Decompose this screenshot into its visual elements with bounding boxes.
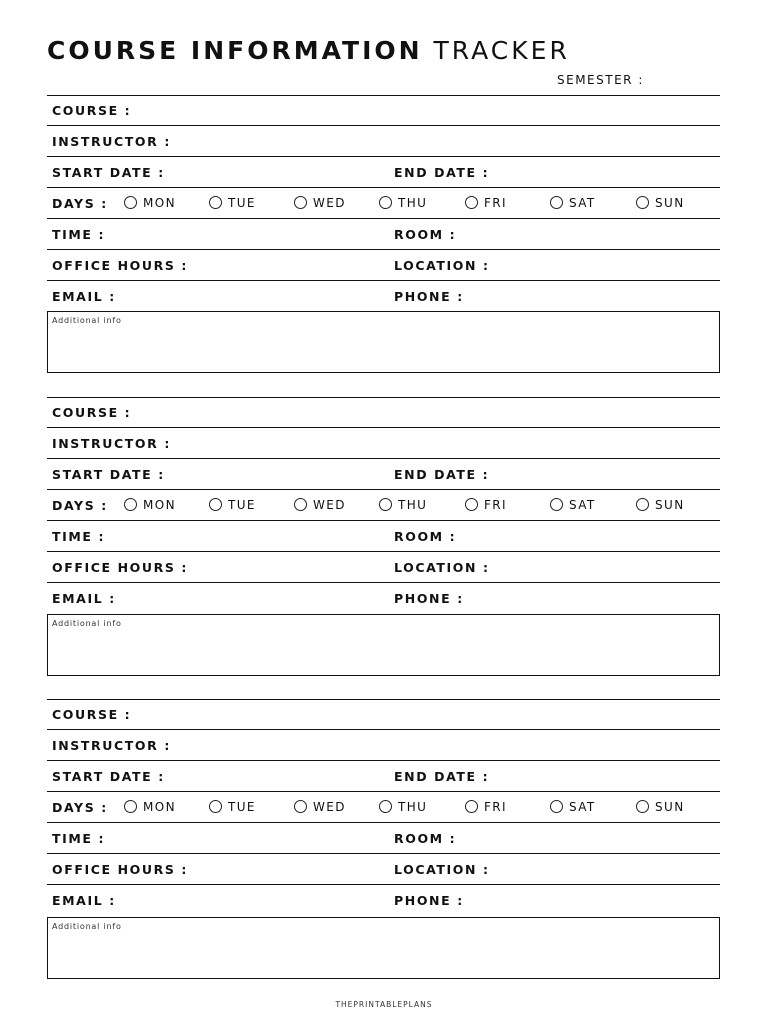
- radio-circle-icon[interactable]: [294, 800, 307, 813]
- day-option-fri[interactable]: [465, 498, 507, 512]
- radio-circle-icon[interactable]: [124, 498, 137, 511]
- dates-row[interactable]: [47, 761, 720, 792]
- office-hours-row[interactable]: [47, 552, 720, 583]
- days-row: [47, 792, 720, 823]
- email-row[interactable]: [47, 885, 720, 916]
- office-hours-label: OFFICE HOURS :: [52, 560, 189, 575]
- additional-info-box[interactable]: [47, 917, 720, 979]
- day-label: THU: [398, 800, 428, 814]
- day-label: WED: [313, 498, 346, 512]
- course-row[interactable]: [47, 397, 720, 428]
- radio-circle-icon[interactable]: [294, 196, 307, 209]
- additional-info-label: Additional info: [52, 922, 122, 931]
- day-option-tue[interactable]: [209, 498, 256, 512]
- day-option-thu[interactable]: [379, 800, 427, 814]
- footer-brand: THEPRINTABLEPLANS: [335, 1000, 433, 1009]
- radio-circle-icon[interactable]: [209, 196, 222, 209]
- radio-circle-icon[interactable]: [465, 800, 478, 813]
- day-option-sat[interactable]: [550, 196, 596, 210]
- radio-circle-icon[interactable]: [636, 498, 649, 511]
- days-row: [47, 490, 720, 521]
- day-label: WED: [313, 800, 346, 814]
- course-label: COURSE :: [52, 405, 132, 420]
- day-option-tue[interactable]: [209, 800, 256, 814]
- title-bold: COURSE INFORMATION: [47, 36, 423, 65]
- instructor-label: INSTRUCTOR :: [52, 134, 171, 149]
- day-label: TUE: [228, 800, 256, 814]
- day-option-sat[interactable]: [550, 498, 596, 512]
- office-hours-label: OFFICE HOURS :: [52, 862, 189, 877]
- day-label: FRI: [484, 498, 507, 512]
- day-label: TUE: [228, 498, 256, 512]
- office-hours-label: OFFICE HOURS :: [52, 258, 189, 273]
- radio-circle-icon[interactable]: [550, 498, 563, 511]
- start-date-label: START DATE :: [52, 769, 165, 784]
- phone-label: PHONE :: [394, 289, 464, 304]
- days-row: [47, 188, 720, 219]
- radio-circle-icon[interactable]: [550, 196, 563, 209]
- day-label: SUN: [655, 196, 685, 210]
- time-label: TIME :: [52, 831, 106, 846]
- day-option-sun[interactable]: [636, 800, 685, 814]
- semester-label: SEMESTER :: [557, 73, 644, 87]
- day-label: MON: [143, 498, 176, 512]
- email-row[interactable]: [47, 281, 720, 312]
- day-option-wed[interactable]: [294, 196, 346, 210]
- radio-circle-icon[interactable]: [379, 498, 392, 511]
- additional-info-label: Additional info: [52, 619, 122, 628]
- start-date-label: START DATE :: [52, 165, 165, 180]
- day-label: SAT: [569, 800, 596, 814]
- office-hours-row[interactable]: [47, 250, 720, 281]
- email-label: EMAIL :: [52, 893, 116, 908]
- time-label: TIME :: [52, 529, 106, 544]
- start-date-label: START DATE :: [52, 467, 165, 482]
- end-date-label: END DATE :: [394, 769, 490, 784]
- time-row[interactable]: [47, 219, 720, 250]
- day-label: THU: [398, 498, 428, 512]
- day-option-sun[interactable]: [636, 196, 685, 210]
- day-option-tue[interactable]: [209, 196, 256, 210]
- phone-label: PHONE :: [394, 591, 464, 606]
- radio-circle-icon[interactable]: [379, 196, 392, 209]
- page-title: [47, 36, 570, 65]
- day-label: MON: [143, 800, 176, 814]
- radio-circle-icon[interactable]: [209, 800, 222, 813]
- instructor-label: INSTRUCTOR :: [52, 738, 171, 753]
- day-option-wed[interactable]: [294, 498, 346, 512]
- location-label: LOCATION :: [394, 862, 490, 877]
- day-label: SAT: [569, 196, 596, 210]
- days-label: DAYS :: [52, 498, 108, 513]
- day-option-fri[interactable]: [465, 196, 507, 210]
- location-label: LOCATION :: [394, 560, 490, 575]
- day-label: SAT: [569, 498, 596, 512]
- radio-circle-icon[interactable]: [465, 498, 478, 511]
- room-label: ROOM :: [394, 529, 457, 544]
- end-date-label: END DATE :: [394, 467, 490, 482]
- day-label: THU: [398, 196, 428, 210]
- instructor-row[interactable]: [47, 428, 720, 459]
- days-label: DAYS :: [52, 800, 108, 815]
- additional-info-label: Additional info: [52, 316, 122, 325]
- phone-label: PHONE :: [394, 893, 464, 908]
- location-label: LOCATION :: [394, 258, 490, 273]
- email-label: EMAIL :: [52, 591, 116, 606]
- radio-circle-icon[interactable]: [209, 498, 222, 511]
- instructor-row[interactable]: [47, 730, 720, 761]
- day-option-sat[interactable]: [550, 800, 596, 814]
- day-label: SUN: [655, 498, 685, 512]
- instructor-row[interactable]: [47, 126, 720, 157]
- radio-circle-icon[interactable]: [465, 196, 478, 209]
- room-label: ROOM :: [394, 227, 457, 242]
- radio-circle-icon[interactable]: [636, 800, 649, 813]
- day-label: SUN: [655, 800, 685, 814]
- day-label: FRI: [484, 800, 507, 814]
- radio-circle-icon[interactable]: [379, 800, 392, 813]
- instructor-label: INSTRUCTOR :: [52, 436, 171, 451]
- dates-row[interactable]: [47, 459, 720, 490]
- day-option-mon[interactable]: [124, 196, 176, 210]
- day-option-thu[interactable]: [379, 498, 427, 512]
- day-option-mon[interactable]: [124, 498, 176, 512]
- course-row[interactable]: [47, 95, 720, 126]
- day-option-sun[interactable]: [636, 498, 685, 512]
- room-label: ROOM :: [394, 831, 457, 846]
- end-date-label: END DATE :: [394, 165, 490, 180]
- radio-circle-icon[interactable]: [636, 196, 649, 209]
- radio-circle-icon[interactable]: [124, 800, 137, 813]
- course-label: COURSE :: [52, 103, 132, 118]
- additional-info-box[interactable]: [47, 614, 720, 676]
- radio-circle-icon[interactable]: [124, 196, 137, 209]
- day-option-thu[interactable]: [379, 196, 427, 210]
- day-label: MON: [143, 196, 176, 210]
- radio-circle-icon[interactable]: [294, 498, 307, 511]
- days-label: DAYS :: [52, 196, 108, 211]
- time-row[interactable]: [47, 823, 720, 854]
- time-label: TIME :: [52, 227, 106, 242]
- course-row[interactable]: [47, 699, 720, 730]
- email-row[interactable]: [47, 583, 720, 614]
- course-label: COURSE :: [52, 707, 132, 722]
- radio-circle-icon[interactable]: [550, 800, 563, 813]
- day-label: WED: [313, 196, 346, 210]
- day-option-fri[interactable]: [465, 800, 507, 814]
- time-row[interactable]: [47, 521, 720, 552]
- title-light: TRACKER: [433, 36, 570, 65]
- day-option-mon[interactable]: [124, 800, 176, 814]
- additional-info-box[interactable]: [47, 311, 720, 373]
- office-hours-row[interactable]: [47, 854, 720, 885]
- email-label: EMAIL :: [52, 289, 116, 304]
- day-option-wed[interactable]: [294, 800, 346, 814]
- dates-row[interactable]: [47, 157, 720, 188]
- day-label: TUE: [228, 196, 256, 210]
- day-label: FRI: [484, 196, 507, 210]
